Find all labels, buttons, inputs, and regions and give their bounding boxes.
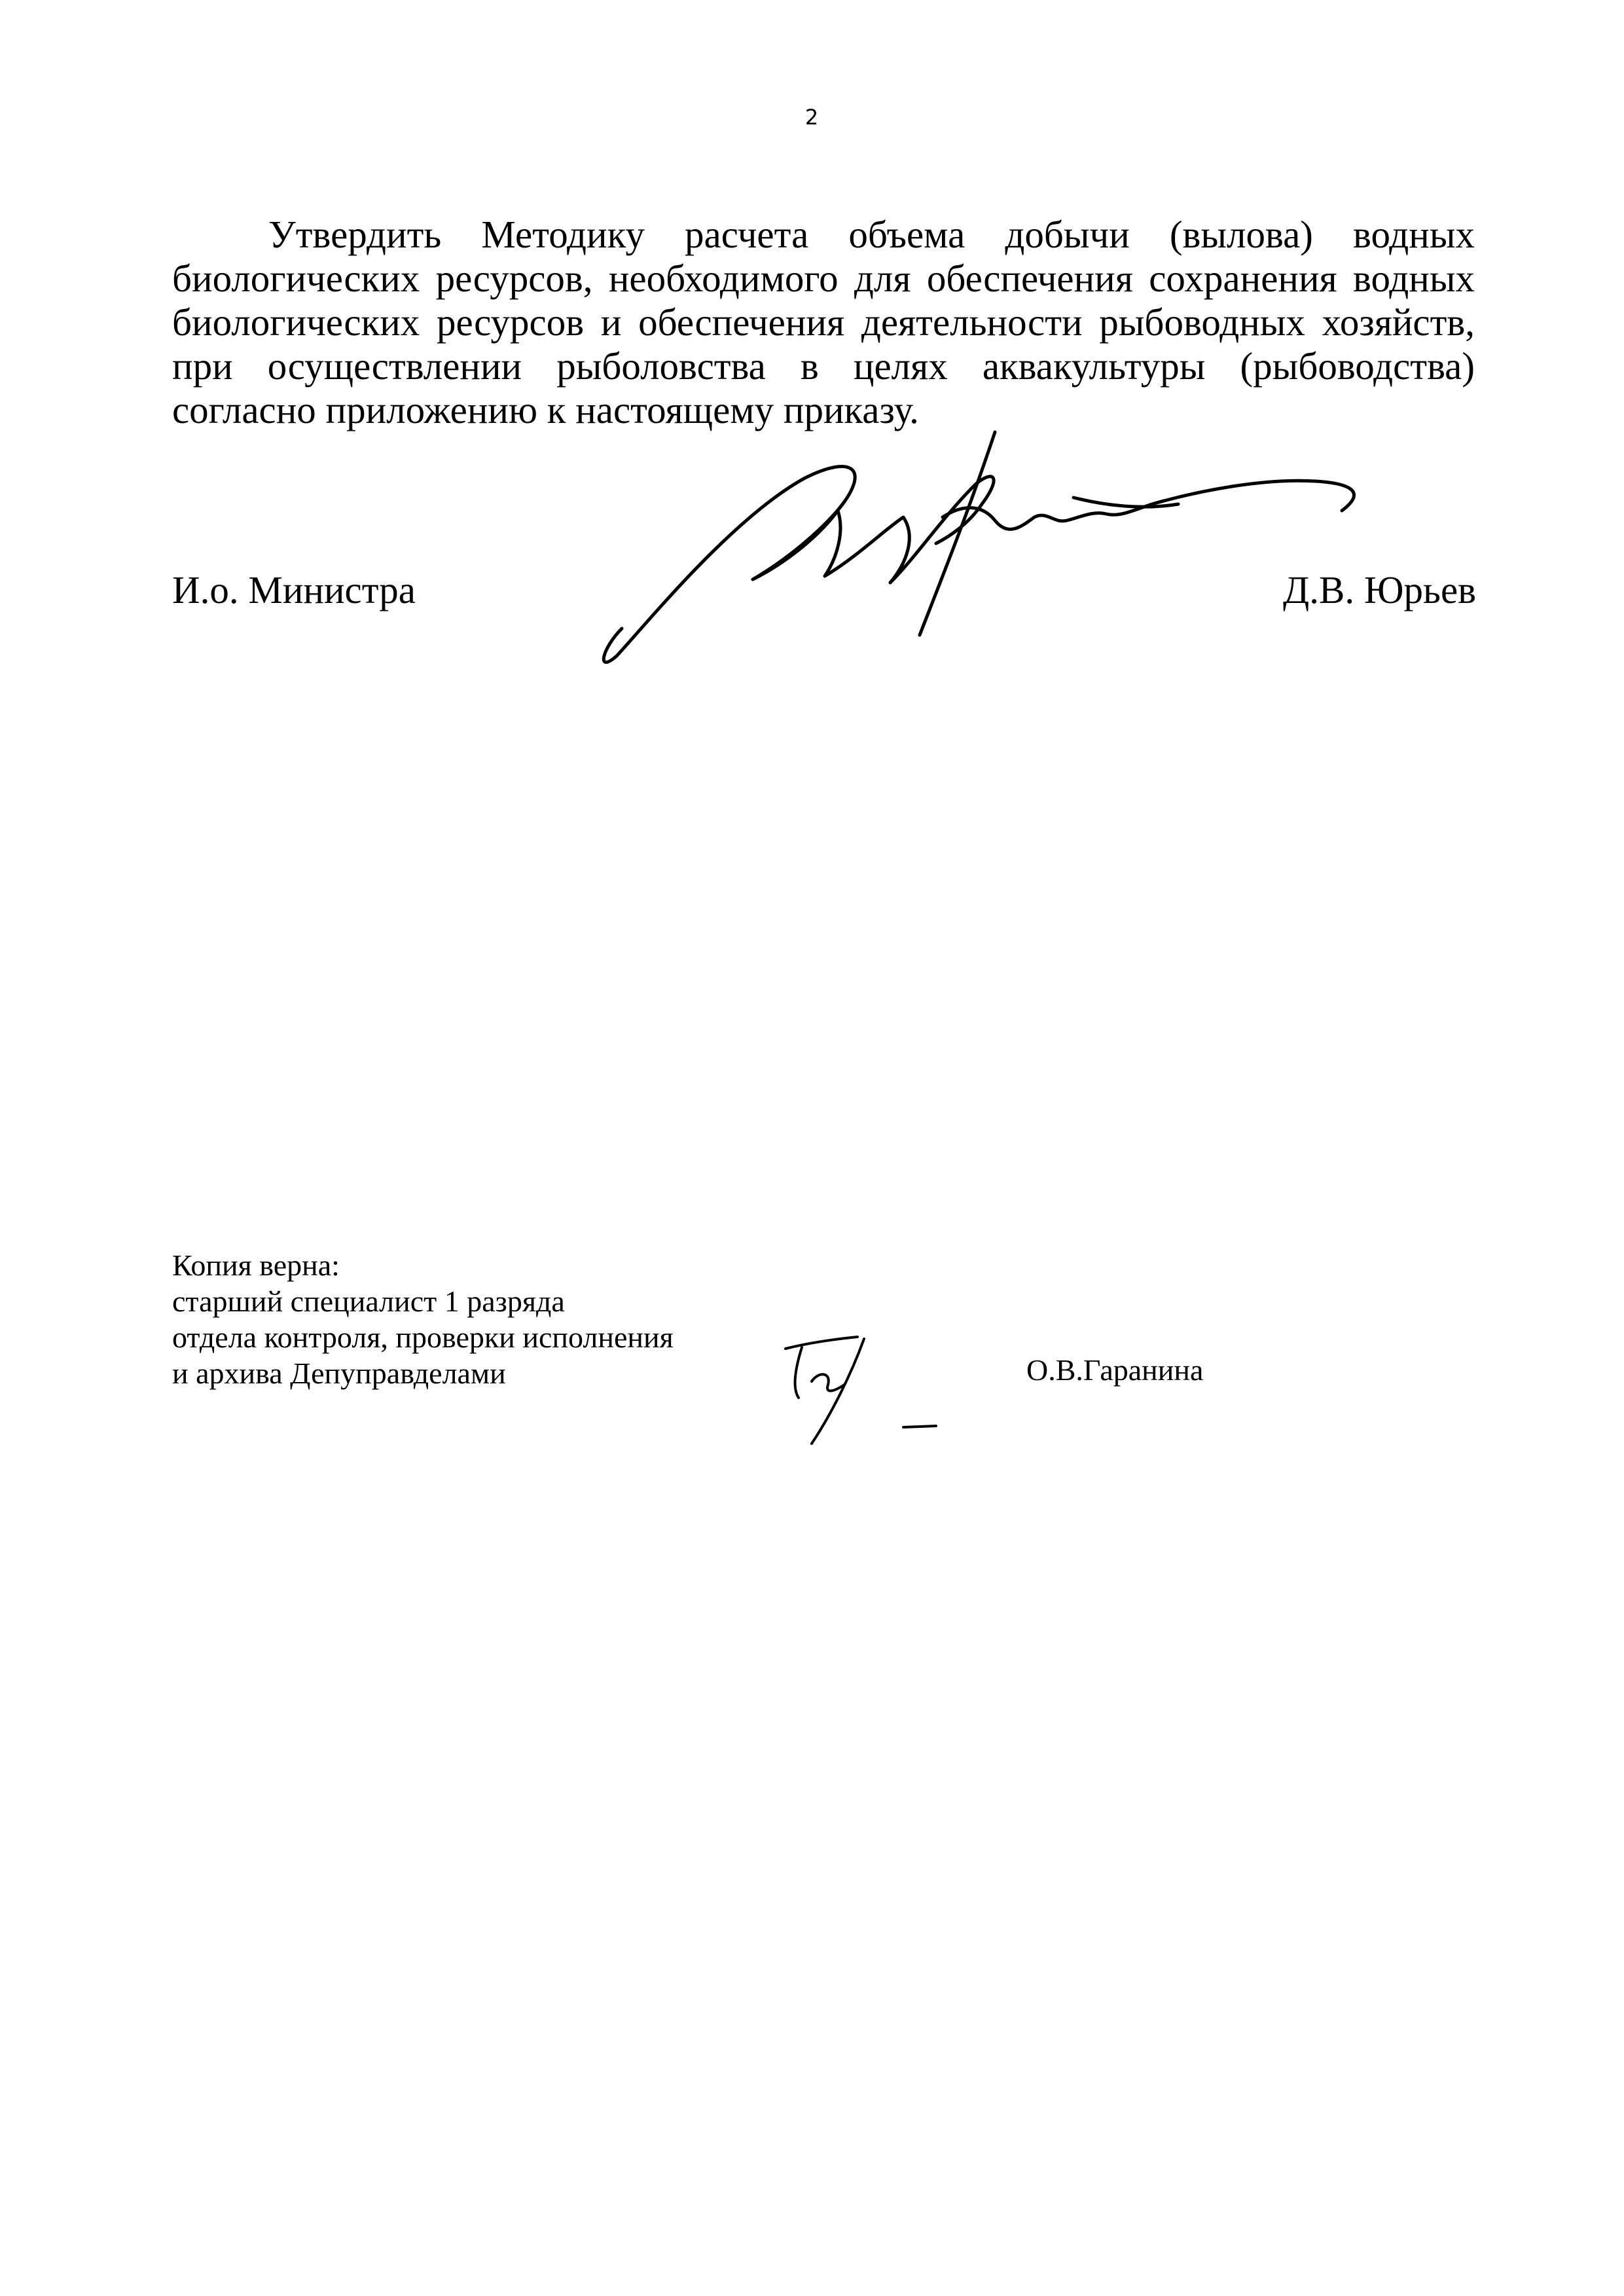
- minister-signature: [576, 406, 1453, 668]
- signatory-position: И.о. Министра: [172, 568, 416, 611]
- certification-line-4: и архива Депуправделами: [172, 1357, 506, 1390]
- copy-certification: [172, 1247, 674, 1391]
- certification-line-1: Копия верна:: [172, 1248, 340, 1282]
- signatory-name: Д.В. Юрьев: [1283, 568, 1476, 611]
- certification-line-2: старший специалист 1 разряда: [172, 1285, 565, 1318]
- specialist-signature: [772, 1329, 969, 1453]
- certifier-name: О.В.Гаранина: [1026, 1353, 1204, 1387]
- page-number: 2: [804, 105, 819, 130]
- order-paragraph: Утвердить Методику расчета объема добычи (вылова) водных биологических ресурсов, необходимого для обеспечения сохранения водных биологических ресурсов и обеспечения деятельности рыбоводных хозяйств, при осуществлении рыболовства в целях аквакультуры (рыбоводства) согласно приложению к настоящему приказу.: [172, 213, 1475, 431]
- certification-line-3: отдела контроля, проверки исполнения: [172, 1321, 674, 1354]
